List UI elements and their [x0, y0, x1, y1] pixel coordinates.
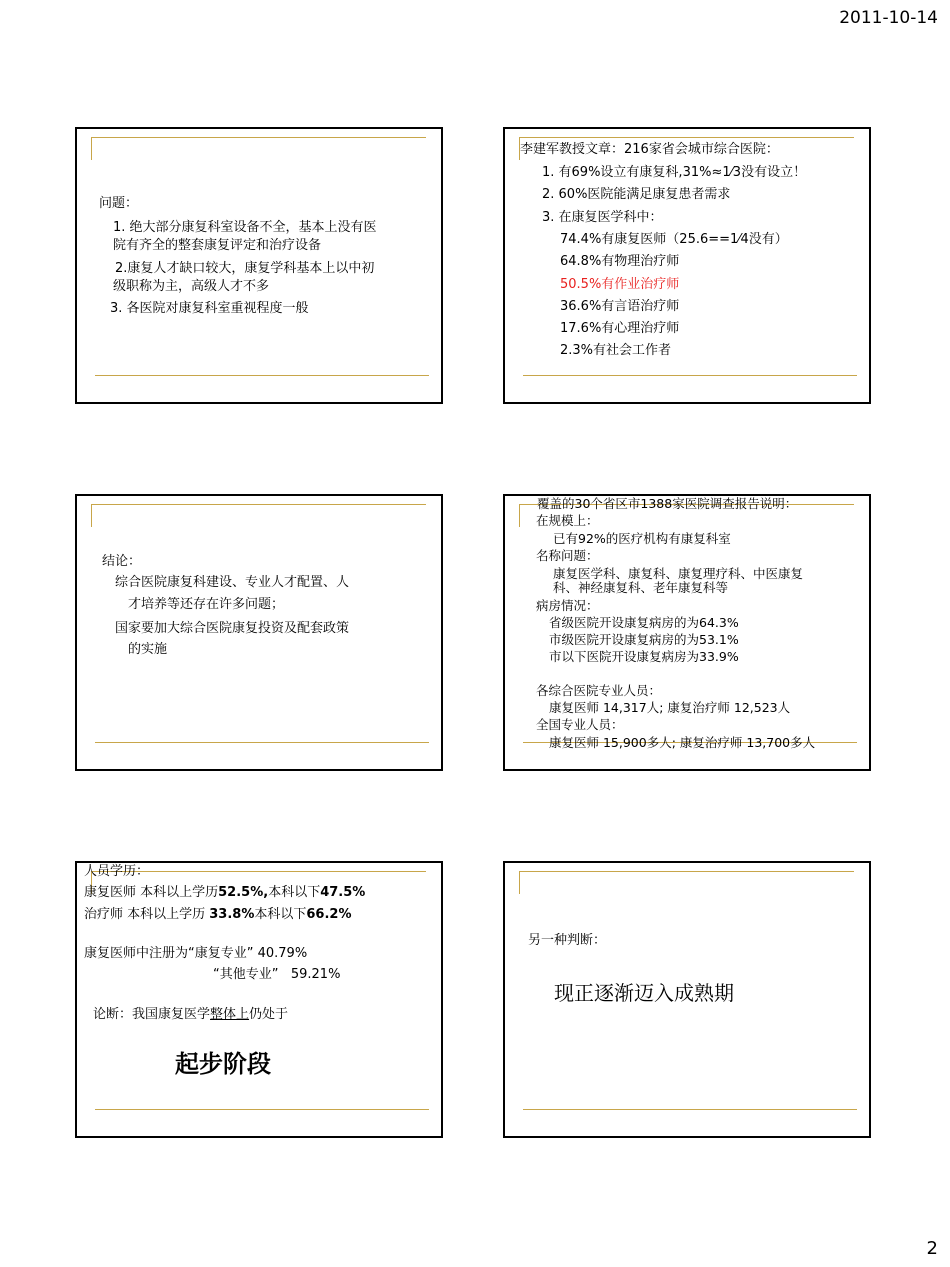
doctor-above-bachelor: 52.5%,: [218, 885, 269, 900]
problem-item-2-cont: 级职称为主，高级人才不多: [113, 279, 270, 294]
therapist-education-prefix: 治疗师 本科以上学历: [84, 907, 210, 922]
ward-below-city: 市以下医院开设康复病房为33.9%: [549, 649, 739, 664]
slide-title: 覆盖的30个省区市1388家医院调查报告说明：: [537, 496, 798, 511]
slide-decoration-top: [91, 137, 426, 160]
name-heading: 名称问题：: [536, 548, 599, 563]
slide-heading: 结论：: [102, 554, 142, 569]
survey-item-3: 3. 在康复医学科中：: [542, 210, 663, 225]
slide-decoration-bottom: [523, 375, 857, 376]
maturity-statement: 现正逐渐迈入成熟期: [554, 981, 734, 1005]
therapist-below-bachelor: 66.2%: [306, 907, 352, 922]
slide-decoration-bottom: [95, 1109, 429, 1110]
staff-value: 康复医师 14,317人; 康复治疗师 12,523人: [549, 700, 791, 715]
slide-decoration-bottom: [95, 375, 429, 376]
slide-heading: 问题：: [99, 196, 139, 211]
survey-item-2: 2. 60%医院能满足康复患者需求: [542, 187, 731, 202]
slide-problems: [75, 127, 443, 404]
conclusion-point-1-cont: 才培养等还存在许多问题；: [128, 597, 285, 612]
stage-statement: 起步阶段: [175, 1050, 271, 1078]
slide-conclusion: [75, 494, 443, 771]
slide-education: [75, 861, 443, 1138]
survey-sub-1: 74.4%有康复医师（25.6==1⁄4没有）: [560, 232, 788, 247]
slide-alternative: [503, 861, 871, 1138]
national-heading: 全国专业人员：: [536, 717, 624, 732]
slide-decoration-top: [91, 504, 426, 527]
scale-value: 已有92%的医疗机构有康复科室: [553, 531, 731, 546]
name-list: 康复医学科、康复科、康复理疗科、中医康复: [553, 566, 804, 581]
registration-rehab: 康复医师中注册为“康复专业” 40.79%: [84, 946, 308, 961]
national-value: 康复医师 15,900多人; 康复治疗师 13,700多人: [549, 735, 816, 750]
survey-sub-4: 36.6%有言语治疗师: [560, 299, 680, 314]
therapist-above-bachelor: 33.8%: [209, 907, 255, 922]
survey-sub-5: 17.6%有心理治疗师: [560, 321, 680, 336]
conclusion-point-2-cont: 的实施: [128, 642, 168, 657]
problem-item-2: 2.康复人才缺口较大，康复学科基本上以中初: [115, 261, 375, 276]
doctor-below-bachelor: 47.5%: [320, 885, 366, 900]
judgement-prefix: 论断：我国康复医学: [93, 1007, 211, 1022]
print-date: 2011-10-14: [839, 8, 938, 28]
slide-heading: 另一种判断：: [528, 933, 607, 948]
conclusion-point-1: 综合医院康复科建设、专业人才配置、人: [115, 575, 350, 590]
ward-heading: 病房情况：: [536, 598, 599, 613]
conclusion-point-2: 国家要加大综合医院康复投资及配套政策: [115, 621, 350, 636]
ward-provincial: 省级医院开设康复病房的为64.3%: [549, 615, 739, 630]
slide-survey-1388: [503, 494, 871, 771]
slide-heading: 李建军教授文章：216家省会城市综合医院：: [520, 142, 779, 157]
slide-heading: 人员学历：: [84, 864, 150, 879]
judgement-underlined: 整体上: [210, 1007, 250, 1022]
doctor-education: [84, 884, 365, 902]
slide-decoration-top: [519, 871, 854, 894]
name-list-cont: 科、神经康复科、老年康复科等: [553, 580, 729, 595]
registration-other: “其他专业” 59.21%: [213, 967, 341, 982]
ward-city: 市级医院开设康复病房的为53.1%: [549, 632, 739, 647]
slide-decoration-bottom: [95, 742, 429, 743]
scale-heading: 在规模上：: [536, 513, 599, 528]
survey-sub-3-highlight: 50.5%有作业治疗师: [560, 277, 680, 292]
page-number: 2: [926, 1238, 938, 1259]
doctor-education-mid: 本科以下: [268, 885, 321, 900]
problem-item-1-cont: 院有齐全的整套康复评定和治疗设备: [113, 238, 322, 253]
judgement-suffix: 仍处于: [249, 1007, 289, 1022]
survey-sub-2: 64.8%有物理治疗师: [560, 254, 680, 269]
therapist-education-mid: 本科以下: [254, 907, 307, 922]
slide-decoration-bottom: [523, 1109, 857, 1110]
doctor-education-prefix: 康复医师 本科以上学历: [84, 885, 219, 900]
judgement-line: [93, 1006, 288, 1024]
slide-survey-216: [503, 127, 871, 404]
survey-sub-6: 2.3%有社会工作者: [560, 343, 672, 358]
survey-item-1: 1. 有69%设立有康复科,31%≈1⁄3没有设立！: [542, 165, 807, 180]
therapist-education: [84, 906, 352, 924]
staff-heading: 各综合医院专业人员：: [536, 683, 662, 698]
problem-item-3: 3. 各医院对康复科室重视程度一般: [110, 301, 309, 316]
problem-item-1: 1. 绝大部分康复科室设备不全，基本上没有医: [113, 220, 377, 235]
